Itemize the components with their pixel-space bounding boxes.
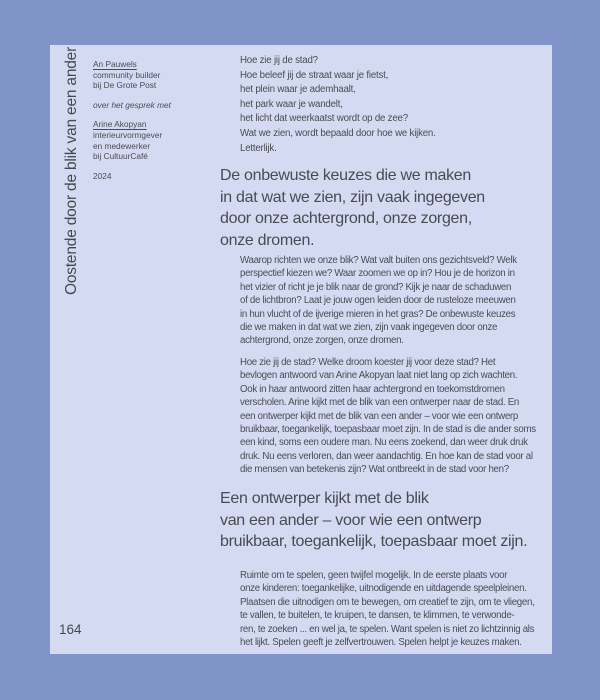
text-line: en medewerker	[93, 140, 151, 151]
body-paragraph-3	[240, 569, 534, 649]
text-line: die mensen van betekenis zijn? Wat ontbreekt in de stad voor hen?	[240, 464, 509, 476]
pull-quote-1	[220, 165, 485, 251]
text-line: perspectief kiezen we? Waar zoomen we op in? Hou je de horizon in	[240, 268, 515, 280]
magazine-page	[50, 45, 552, 654]
text-line: Waarop richten we onze blik? Wat valt buiten ons gezichtsveld? Welk	[240, 255, 517, 266]
text-line: Ook in haar antwoord zitten haar achtergrond en toekomstdromen	[240, 383, 505, 395]
text-line: bij De Grote Post	[93, 80, 157, 91]
text-line: druk. Nu eens verloren, dan weer aandachtig. En hoe kan de stad voor al	[240, 450, 533, 462]
text-line: onze kinderen: toegankelijke, uitnodigende en uitdagende speelpleinen.	[240, 583, 527, 595]
text-line: het vizier of richt je je blik naar de grond? Kijk je naar de schaduwen	[240, 281, 512, 293]
text-line: bevlogen antwoord van Arine Akopyan laat niet lang op zich wachten.	[240, 370, 518, 382]
text-line: verscholen. Arine kijkt met de blik van een ontwerper naar de stad. En	[240, 397, 519, 409]
text-line: het licht dat weerkaatst wordt op de zee?	[240, 113, 408, 125]
text-line: het plein waar je ademhaalt,	[240, 84, 356, 96]
text-line: Plaatsen die uitnodigen om te bewegen, om creatief te zijn, om te vliegen,	[240, 596, 535, 608]
text-line: De onbewuste keuzes die we maken	[220, 167, 471, 184]
vertical-page-title: Oostende door de blik van een ander	[63, 46, 80, 295]
pull-quote-2	[220, 488, 527, 553]
text-line: Hoe beleef jij de straat waar je fietst,	[240, 69, 389, 81]
text-line: van een ander – voor wie een ontwerp	[220, 511, 482, 529]
text-line: te vallen, te buitelen, te kruipen, te dansen, te klimmen, te verwonde-	[240, 610, 515, 622]
intro-poem	[240, 54, 436, 156]
text-line: onze dromen.	[220, 231, 315, 249]
text-line: community builder	[93, 69, 161, 80]
text-line: in hun vlucht of de ijverige mieren in het gras? De onbewuste keuzes	[240, 308, 516, 320]
text-line: achtergrond, onze zorgen, onze dromen.	[240, 335, 404, 347]
text-line: bruikbaar, toegankelijk, toepasbaar moet zijn.	[220, 533, 528, 550]
text-line: Hoe zie jij de stad?	[240, 55, 318, 66]
text-line: een kind, soms een oudere man. Nu eens zoekend, dan weer druk druk	[240, 437, 528, 449]
page-number: 164	[59, 622, 82, 637]
interviewee-name: Arine Akopyan	[93, 119, 147, 130]
text-line: het lijkt. Spelen geeft je zelfvertrouwen. Spelen helpt je keuzes maken.	[240, 637, 522, 649]
body-paragraph-2	[240, 356, 536, 477]
text-line: bij CultuurCafé	[93, 151, 148, 162]
text-line: door onze achtergrond, onze zorgen,	[220, 210, 472, 227]
credits-block	[93, 59, 223, 181]
text-line: Ruimte om te spelen, geen twijfel mogelijk. In de eerste plaats voor	[240, 570, 508, 581]
text-line: het park waar je wandelt,	[240, 98, 343, 110]
text-line: die we maken in dat wat we zien, zijn vaak ingegeven door onze	[240, 322, 498, 334]
text-line: in dat wat we zien, zijn vaak ingegeven	[220, 188, 485, 206]
interviewee-roles	[93, 130, 223, 162]
text-line: een ontwerper kijkt met de blik van een ander – voor wie een ontwerp	[240, 410, 518, 422]
text-line: bruikbaar, toegankelijk, toepasbaar moet zijn. In de stad is die ander soms	[240, 424, 536, 436]
text-line: Hoe zie jij de stad? Welke droom koester jij voor deze stad? Het	[240, 357, 496, 368]
text-line: Letterlijk.	[240, 142, 277, 154]
publication-year: 2024	[93, 170, 112, 181]
text-line: interieurvormgever	[93, 129, 163, 140]
interviewer-name: An Pauwels	[93, 59, 137, 69]
interviewer-roles	[93, 70, 223, 91]
body-paragraph-1	[240, 254, 517, 348]
text-line: Wat we zien, wordt bepaald door hoe we kijken.	[240, 127, 436, 139]
text-line: ren, te zoeken ... en wel ja, te spelen. Want spelen is niet zo lichtzinnig als	[240, 623, 535, 635]
text-line: of de lichtbron? Laat je jouw ogen leiden door de rusteloze meeuwen	[240, 295, 516, 307]
text-line: Een ontwerper kijkt met de blik	[220, 490, 429, 507]
credits-connector: over het gesprek met	[93, 99, 171, 110]
